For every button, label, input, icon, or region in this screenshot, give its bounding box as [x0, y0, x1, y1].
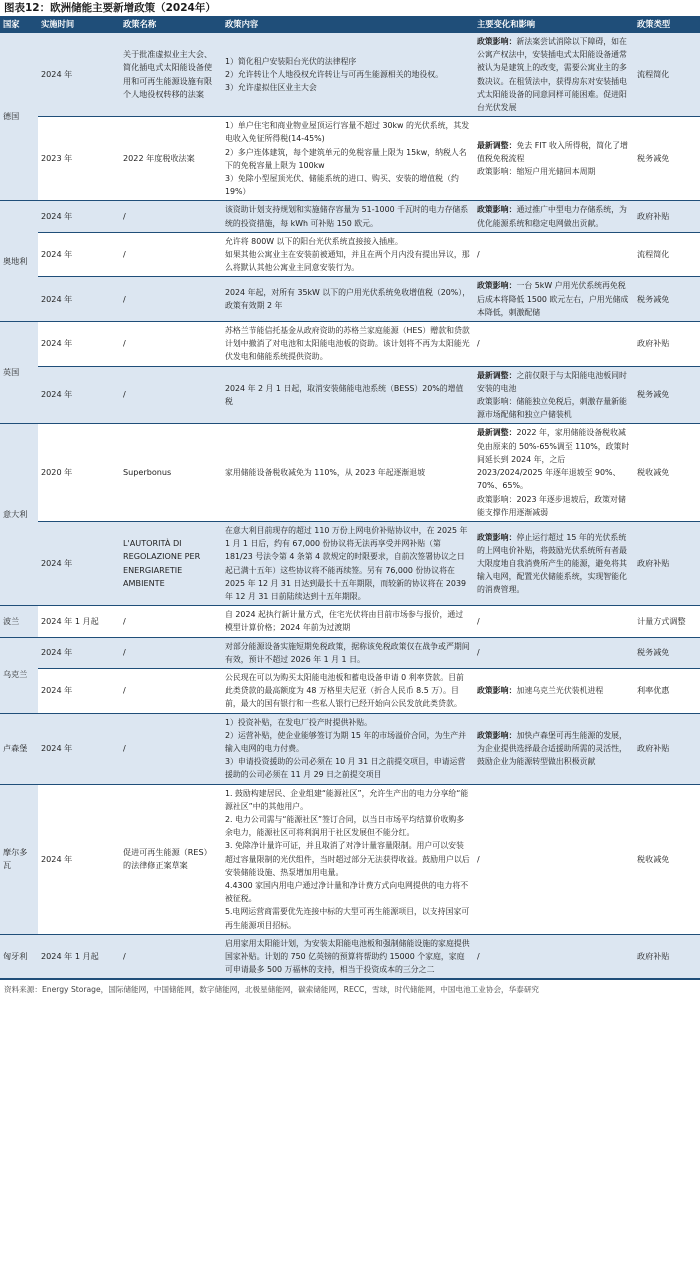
implementation-time-cell: 2024 年 [38, 668, 120, 713]
policy-content-cell: 2024 年 2 月 1 日起，取消安装储能电池系统（BESS）20%的增值税 [222, 366, 474, 424]
source-note: 资料来源：Energy Storage，国际储能网，中国储能网，数字储能网，北极星储能网，碳索储能网，RECC，雪球，时代储能网，中国电池工业协会，华泰研究 [0, 979, 700, 995]
policy-name-cell: / [120, 934, 222, 979]
table-row [0, 934, 700, 979]
table-row [0, 784, 700, 934]
impact-cell [474, 784, 634, 934]
impact-cell [474, 934, 634, 979]
impact-text: / [477, 854, 480, 864]
implementation-time-cell: 2024 年 [38, 201, 120, 232]
policy-content-cell: 苏格兰节能信托基金从政府资助的苏格兰家庭能源（HES）赠款和贷款计划中撤消了对电池和太阳能电池板的资助。该计划将不再为太阳能光伏发电和储能系统提供资助。 [222, 322, 474, 367]
table-body [0, 33, 700, 979]
policy-type-cell: 税务减免 [634, 366, 700, 424]
header-impact: 主要变化和影响 [474, 17, 634, 33]
country-cell: 卢森堡 [0, 713, 38, 784]
impact-text: 加快卢森堡可再生能源的发展，为企业提供选择最合适援助所需的灵活性，鼓励企业为能源转型做出积极贡献 [477, 730, 627, 767]
policy-name-cell: / [120, 322, 222, 367]
impact-text: 加速乌克兰光伏装机进程 [516, 686, 604, 696]
implementation-time-cell: 2024 年 [38, 33, 120, 117]
table-row [0, 637, 700, 668]
impact-label: 政策影响： [477, 205, 517, 215]
implementation-time-cell: 2024 年 [38, 637, 120, 668]
country-cell: 英国 [0, 322, 38, 424]
policy-name-cell: 关于批准虚拟业主大会、简化插电式太阳能设备使用和可再生能源设施有限个人地役权转移的法案 [120, 33, 222, 117]
table-row [0, 322, 700, 367]
policy-name-cell: / [120, 637, 222, 668]
policy-name-cell: L'AUTORITÀ DI REGOLAZIONE PER ENERGIARETIE AMBIENTE [120, 521, 222, 605]
impact-cell [474, 366, 634, 424]
impact-cell [474, 606, 634, 637]
country-cell: 波兰 [0, 606, 38, 637]
policy-type-cell: 税务减免 [634, 277, 700, 322]
implementation-time-cell: 2024 年 [38, 232, 120, 277]
table-row [0, 201, 700, 232]
country-cell: 摩尔多瓦 [0, 784, 38, 934]
impact-cell [474, 668, 634, 713]
table-row [0, 424, 700, 521]
header-policy-name: 政策名称 [120, 17, 222, 33]
impact-text: / [477, 250, 480, 260]
policy-content-cell: 1）投资补贴，在发电厂投产时提供补贴。 2）运营补贴，使企业能够签订为期 15 年的市场溢价合同，为生产并输入电网的电力付费。 3）申请投资援助的公司必须在 10 月 31 日之前提交项目，申请运营援助的公司必须在 11 月 29 日之前提交项目 [222, 713, 474, 784]
policy-name-cell: / [120, 606, 222, 637]
impact-label: 政策影响： [477, 730, 517, 740]
policy-name-cell: / [120, 201, 222, 232]
policy-type-cell: 计量方式调整 [634, 606, 700, 637]
country-cell: 意大利 [0, 424, 38, 606]
implementation-time-cell: 2024 年 [38, 322, 120, 367]
impact-text: / [477, 952, 480, 961]
policy-type-cell: 流程简化 [634, 33, 700, 117]
implementation-time-cell: 2023 年 [38, 117, 120, 201]
implementation-time-cell: 2024 年 [38, 277, 120, 322]
policy-table [0, 17, 700, 979]
policy-type-cell: 税务减免 [634, 117, 700, 201]
impact-cell [474, 713, 634, 784]
impact-text: 免去 FIT 收入所得税，简化了增值税免税流程 政策影响：缩短户用光储回本周期 [477, 141, 628, 177]
policy-type-cell: 政府补贴 [634, 713, 700, 784]
table-row [0, 668, 700, 713]
policy-type-cell: 税务减免 [634, 637, 700, 668]
impact-cell [474, 117, 634, 201]
implementation-time-cell: 2024 年 [38, 713, 120, 784]
header-row [0, 17, 700, 33]
figure-title: 图表12：欧洲储能主要新增政策（2024年） [0, 0, 700, 17]
impact-cell [474, 322, 634, 367]
table-row [0, 366, 700, 424]
impact-label: 政策影响： [477, 532, 517, 542]
table-row [0, 606, 700, 637]
policy-content-cell: 公民现在可以为购买太阳能电池板和蓄电设备申请 0 利率贷款。目前此类贷款的最高额度为 48 万格里夫尼亚（折合人民币 8.5 万）。目前，最大的国有银行和一些私人银行已经开始向公民发放此类贷款。 [222, 668, 474, 713]
impact-text: 之前仅限于与太阳能电池板同时安装的电池 政策影响：储能独立免税后，刺激存量新能源市场配储和独立户储装机 [477, 370, 627, 420]
impact-label: 政策影响： [477, 281, 517, 291]
implementation-time-cell: 2024 年 [38, 366, 120, 424]
impact-text: / [477, 648, 480, 658]
impact-label: 最新调整： [477, 370, 517, 380]
country-cell: 乌克兰 [0, 637, 38, 713]
impact-cell [474, 277, 634, 322]
policy-type-cell: 政府补贴 [634, 934, 700, 979]
policy-type-cell: 政府补贴 [634, 201, 700, 232]
impact-cell [474, 521, 634, 605]
policy-type-cell: 税收减免 [634, 424, 700, 521]
implementation-time-cell: 2024 年 [38, 521, 120, 605]
header-country: 国家 [0, 17, 38, 33]
impact-cell [474, 232, 634, 277]
implementation-time-cell: 2024 年 [38, 784, 120, 934]
policy-name-cell: / [120, 277, 222, 322]
impact-label: 政策影响： [477, 686, 517, 696]
impact-cell [474, 201, 634, 232]
policy-name-cell: / [120, 668, 222, 713]
impact-cell [474, 33, 634, 117]
impact-text: 一台 5kW 户用光伏系统再免税后成本将降低 1500 欧元左右，户用光储成本降低，刺激配储 [477, 281, 629, 317]
policy-content-cell: 启用家用太阳能计划，为安装太阳能电池板和强制储能设施的家庭提供国家补贴。计划的 750 亿英镑的预算将帮助约 15000 个家庭，家庭可申请最多 500 万福林的支持，相当于投资成本的三分之二 [222, 934, 474, 979]
impact-cell [474, 637, 634, 668]
table-row [0, 277, 700, 322]
policy-name-cell: / [120, 366, 222, 424]
implementation-time-cell: 2024 年 1 月起 [38, 606, 120, 637]
header-policy-type: 政策类型 [634, 17, 700, 33]
policy-type-cell: 利率优惠 [634, 668, 700, 713]
policy-content-cell: 2024 年起，对所有 35kW 以下的户用光伏系统免收增值税（20%），政策有效期 2 年 [222, 277, 474, 322]
policy-name-cell: / [120, 713, 222, 784]
impact-text: 2022 年，家用储能设备税收减免由原来的 50%-65%调至 110%，政策时间延长到 2024 年，之后 2023/2024/2025 年逐年退坡至 90%、70%、65%。 政策影响：2023 年逐步退坡后，政策对储能支撑作用逐渐减弱 [477, 428, 630, 517]
policy-content-cell: 在意大利目前现存的超过 110 万份上网电价补贴协议中，在 2025 年 1 月 1 日后，约有 67,000 份协议将无法再享受并网补贴（第 181/23 号法令第 4 条第 4 款规定的时限要求，自前次签署协议之日起已满十五年）这些协议将不能再续签。另有 76,000 份协议将在 2025 年 12 月 31 日达到最长十五年期限，而较新的协议将在 2039 年 12 月 31 日前陆续达到十五年期限。 [222, 521, 474, 605]
table-row [0, 33, 700, 117]
policy-name-cell: 2022 年度税收法案 [120, 117, 222, 201]
policy-type-cell: 税收减免 [634, 784, 700, 934]
country-cell: 匈牙利 [0, 934, 38, 979]
impact-label: 最新调整： [477, 141, 517, 151]
table-row [0, 232, 700, 277]
policy-name-cell: Superbonus [120, 424, 222, 521]
policy-type-cell: 政府补贴 [634, 521, 700, 605]
impact-text: 通过推广中型电力存储系统，为优化能源系统和稳定电网做出贡献。 [477, 205, 627, 228]
policy-content-cell: 1）简化租户安装阳台光伏的法律程序 2）允许转让个人地役权允许转让与可再生能源相关的地役权。 3）允许虚拟住区业主大会 [222, 33, 474, 117]
policy-content-cell: 自 2024 起执行新计量方式，住宅光伏将由目前市场参与报价，通过模型计算价格；2024 年前为过渡期 [222, 606, 474, 637]
policy-content-cell: 家用储能设备税收减免为 110%，从 2023 年起逐渐退坡 [222, 424, 474, 521]
impact-text: 停止运行超过 15 年的光伏系统的上网电价补贴，将鼓励光伏系统所有者最大限度地自我消费所产生的能源，避免将其输入电网，配置光伏储能系统，实现智能化的消费管理。 [477, 532, 627, 595]
policy-content-cell: 1. 鼓励构建居民、企业组建“能源社区”，允许生产出的电力分享给“能源社区”中的其他用户。 2. 电力公司需与“能源社区”签订合同，以当日市场平均结算价收购多余电力，能源社区可将利润用于社区发展但不能分红。 3. 免除净计量许可证，并且取消了对净计量容量限制。用户可以安装超过容量限制的光伏组件，当时超过部分无法获得收益。鼓励用户以后安装储能设施、热泵增加用电量。 4.4300 家国内用电户通过净计量和净计费方式向电网提供的电力将不被征税。 5.电网运营商需要优先连接中标的大型可再生能源项目，以支持国家可再生能源项目招标。 [222, 784, 474, 934]
policy-type-cell: 政府补贴 [634, 322, 700, 367]
table-row [0, 521, 700, 605]
policy-type-cell: 流程简化 [634, 232, 700, 277]
country-cell: 德国 [0, 33, 38, 201]
policy-content-cell: 对部分能源设备实施短期免税政策，据称该免税政策仅在战争或严期间有效，预计不超过 2026 年 1 月 1 日。 [222, 637, 474, 668]
table-row [0, 117, 700, 201]
implementation-time-cell: 2020 年 [38, 424, 120, 521]
impact-text: / [477, 339, 480, 349]
impact-text: / [477, 616, 480, 626]
policy-name-cell: 促进可再生能源（RES）的法律修正案草案 [120, 784, 222, 934]
table-row [0, 713, 700, 784]
policy-content-cell: 该资助计划支持规划和实施储存容量为 51-1000 千瓦时的电力存储系统的投资措施，每 kWh 可补贴 150 欧元。 [222, 201, 474, 232]
header-policy-content: 政策内容 [222, 17, 474, 33]
impact-label: 最新调整： [477, 428, 517, 438]
implementation-time-cell: 2024 年 1 月起 [38, 934, 120, 979]
impact-cell [474, 424, 634, 521]
policy-content-cell: 允许将 800W 以下的阳台光伏系统直接接入插座。 如果其他公寓业主在安装前被通知，并且在两个月内没有提出异议，那么将默认其他公寓业主同意安装行为。 [222, 232, 474, 277]
policy-name-cell: / [120, 232, 222, 277]
impact-text: 新法案尝试消除以下障碍，如在公寓产权法中，安装插电式太阳能设备通常被认为是建筑上的改变，需要公寓业主的多数决议。在租赁法中，获得房东对安装插电式太阳能设备的同意同样可能困难。促进阳台光伏发展 [477, 37, 627, 113]
country-cell: 奥地利 [0, 201, 38, 322]
impact-label: 政策影响： [477, 37, 517, 46]
header-time: 实施时间 [38, 17, 120, 33]
policy-content-cell: 1）单户住宅和商业物业屋顶运行容量不超过 30kw 的光伏系统，其发电收入免征所得税(14-45%) 2）多户连体建筑，每个建筑单元的免税容量上限为 15kw，纳税人名下的免税容量上限为 100kw 3）免除小型屋顶光伏、储能系统的进口、购买、安装的增值税（约 19%） [222, 117, 474, 201]
